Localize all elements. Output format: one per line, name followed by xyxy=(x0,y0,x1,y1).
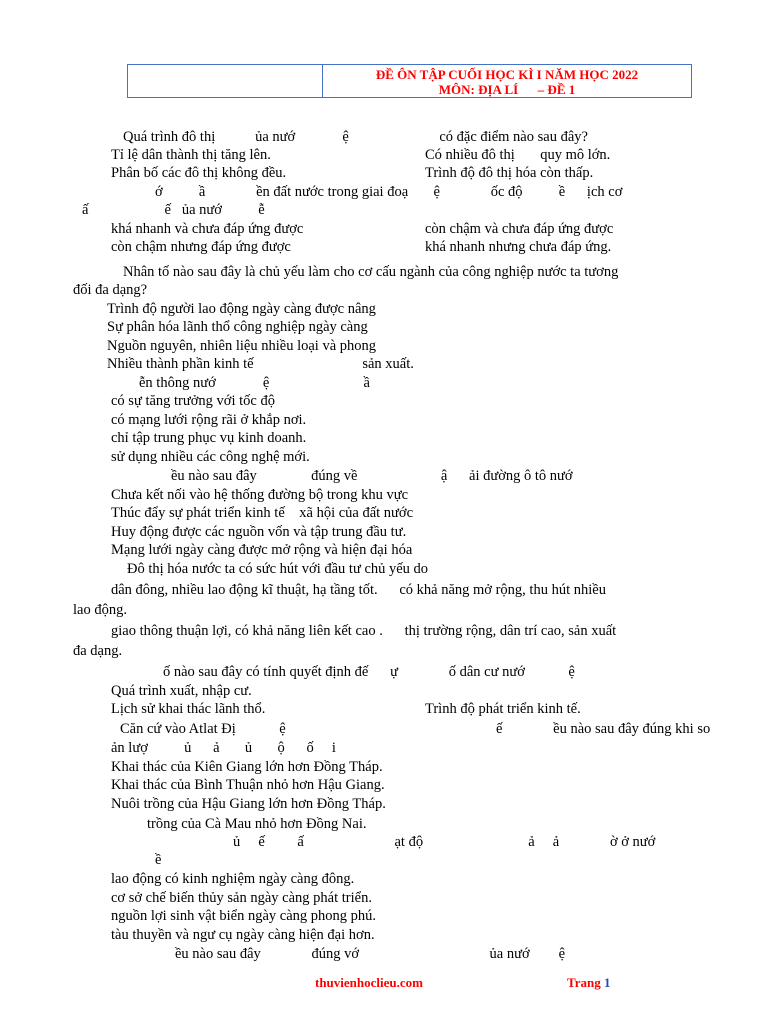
answer-d: tàu thuyền và ngư cụ ngày càng hiện đại hơn. xyxy=(111,927,375,943)
page-number: 1 xyxy=(603,975,611,990)
answer-b: có mạng lưới rộng rãi ở khắp nơi. xyxy=(111,412,307,428)
question-line: ớ ầ ền đất nước trong giai đoạ ệ ốc độ ề ịch cơ xyxy=(155,184,623,200)
answer-c: Nuôi trồng của Hậu Giang lớn hơn Đồng Tháp. xyxy=(111,796,386,812)
answer-b: Khai thác của Bình Thuận nhỏ hơn Hậu Giang. xyxy=(111,777,385,793)
answer-b: còn chậm và chưa đáp ứng được xyxy=(425,221,614,237)
answer-c: Huy động được các nguồn vốn và tập trung đầu tư. xyxy=(111,524,407,540)
answer-b: Sự phân hóa lãnh thổ công nghiệp ngày càng xyxy=(107,319,368,335)
exam-title: ĐỀ ÔN TẬP CUỐI HỌC KÌ I NĂM HỌC 2022 xyxy=(375,67,639,82)
question-line: ố nào sau đây có tính quyết định đế ự ố dân cư nướ ệ xyxy=(163,664,575,680)
answer-a: Chưa kết nối vào hệ thống đường bộ trong khu vực xyxy=(111,487,409,503)
question-line: ề xyxy=(155,852,162,868)
answer-c: Trình độ phát triển kinh tế. xyxy=(425,701,581,717)
answer-b: Thúc đẩy sự phát triển kinh tế xã hội của đất nước xyxy=(111,505,414,521)
question-line: ấ ế ủa nướ ễ xyxy=(82,202,265,218)
answer-a: có sự tăng trưởng với tốc độ xyxy=(111,393,275,409)
question-line: ủ ế ấ ạt độ ả ả ờ ở nướ xyxy=(233,834,656,850)
page-label: Trang xyxy=(567,975,601,990)
answer-d: trồng của Cà Mau nhỏ hơn Đồng Nai. xyxy=(147,816,367,832)
answer-a: khá nhanh và chưa đáp ứng được xyxy=(111,221,304,237)
footer-page-indicator xyxy=(567,975,610,991)
answer-a: Tỉ lệ dân thành thị tăng lên. xyxy=(111,147,271,163)
question-line: ản lượ ủ ả ủ ộ ố i xyxy=(111,740,336,756)
answer-c: nguồn lợi sinh vật biển ngày càng phong phú. xyxy=(111,908,377,924)
answer-d: Nhiều thành phần kinh tế sản xuất. xyxy=(107,356,414,372)
answer-a: lao động có kinh nghiệm ngày càng đông. xyxy=(111,871,355,887)
header-box xyxy=(127,64,692,98)
answer-d: Mạng lưới ngày càng được mở rộng và hiện đại hóa xyxy=(111,542,413,558)
answer-d: sử dụng nhiều các công nghệ mới. xyxy=(111,449,310,465)
answer-line: dân đông, nhiều lao động kĩ thuật, hạ tầng tốt. có khả năng mở rộng, thu hút nhiều xyxy=(111,582,606,598)
question-line: đối đa dạng? xyxy=(73,282,148,298)
answer-a: Trình độ người lao động ngày càng được nâng xyxy=(107,301,376,317)
question-line: ều nào sau đây đúng về ậ ải đường ô tô nướ xyxy=(171,468,573,484)
answer-d: khá nhanh nhưng chưa đáp ứng. xyxy=(425,239,612,255)
answer-b: cơ sở chế biến thủy sản ngày càng phát triển. xyxy=(111,890,372,906)
header-title-cell xyxy=(323,65,691,97)
answer-b: Có nhiều đô thị quy mô lớn. xyxy=(425,147,611,163)
question-line: Đô thị hóa nước ta có sức hút với đầu tư chủ yếu do xyxy=(127,561,429,577)
answer-a: Khai thác của Kiên Giang lớn hơn Đồng Tháp. xyxy=(111,759,383,775)
answer-a: Quá trình xuất, nhập cư. xyxy=(111,683,252,699)
question-line: ều nào sau đây đúng vớ ủa nướ ệ xyxy=(175,946,566,962)
answer-c: Nguồn nguyên, nhiên liệu nhiều loại và phong xyxy=(107,338,377,354)
answer-c: còn chậm nhưng đáp ứng được xyxy=(111,239,291,255)
question-line: Quá trình đô thị ủa nướ ệ có đặc điểm nào sau đây? xyxy=(123,129,588,145)
answer-line: giao thông thuận lợi, có khả năng liên kết cao . thị trường rộng, dân trí cao, sản xuất xyxy=(111,623,617,639)
footer-site-name: thuvienhoclieu.com xyxy=(315,975,423,990)
answer-line: lao động. xyxy=(73,602,127,618)
answer-c: chỉ tập trung phục vụ kinh doanh. xyxy=(111,430,307,446)
question-line: Nhân tố nào sau đây là chủ yếu làm cho cơ cấu ngành của công nghiệp nước ta tương xyxy=(123,264,619,280)
answer-line: đa dạng. xyxy=(73,643,123,659)
answer-b: Lịch sử khai thác lãnh thổ. xyxy=(111,701,266,717)
question-line: Căn cứ vào Atlat Đị ệ ế ều nào sau đây đúng khi so xyxy=(120,721,711,737)
answer-d: Trình độ đô thị hóa còn thấp. xyxy=(425,165,594,181)
subject-title: MÔN: ĐỊA LÍ – ĐỀ 1 xyxy=(438,82,576,97)
question-line: ễn thông nướ ệ ầ xyxy=(139,375,370,391)
header-blank-cell xyxy=(128,65,323,97)
answer-c: Phân bố các đô thị không đều. xyxy=(111,165,287,181)
